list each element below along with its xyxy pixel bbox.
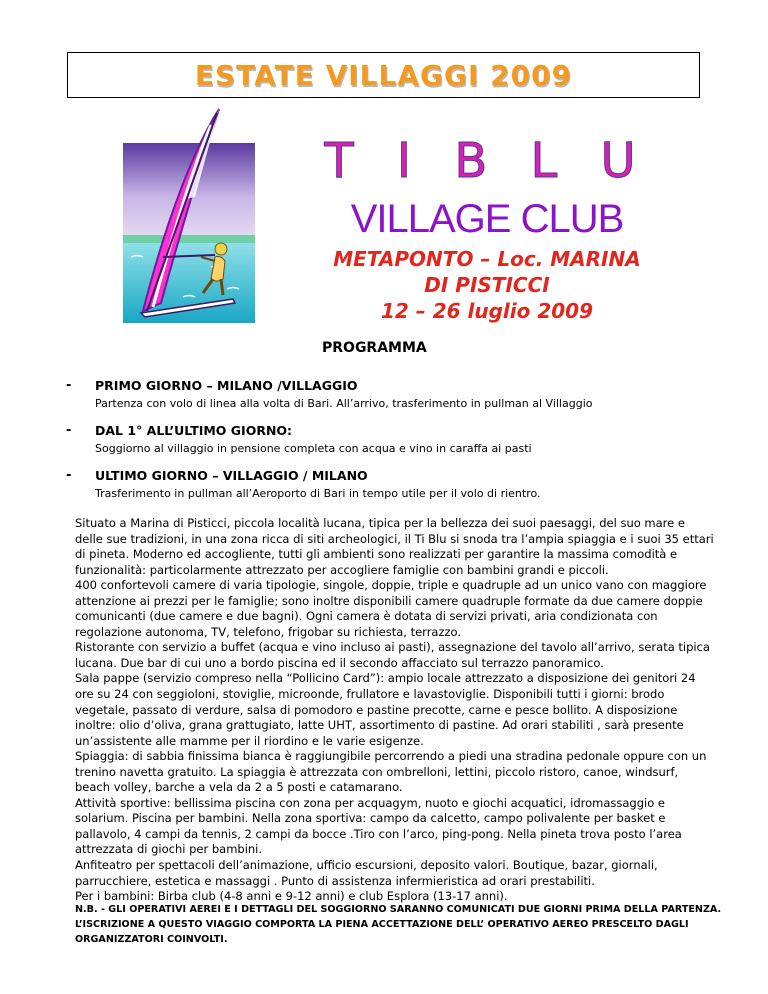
resort-subtitle: VILLAGE CLUB (350, 197, 624, 241)
travel-dates: 12 – 26 luglio 2009 (380, 299, 594, 323)
description-paragraph: Attività sportive: bellissima piscina con zona per acquagym, nuoto e giochi acquatici, idromassaggio e solarium. Piscina per bambini. Nella zona sportiva: campo da calcetto, campo polivalente per basket e pallavolo, 4 campi da tennis, 2 campi da bocce .Tiro con l’arco, ping-pong. Nella pineta trova posto l’area attrezzata di giochi per bambini. (75, 795, 682, 857)
resort-name: T I B L U (324, 133, 650, 189)
program-item-title: DAL 1° ALL’ULTIMO GIORNO: (95, 423, 293, 438)
bullet-dash: - (66, 378, 72, 393)
program-item-desc: Trasferimento in pullman all’Aeroporto di Bari in tempo utile per il volo di rientro. (95, 487, 541, 500)
location-line-1: METAPONTO – Loc. MARINA (333, 247, 641, 271)
banner-title: ESTATE VILLAGGI 2009 (194, 59, 573, 92)
bullet-dash: - (66, 468, 72, 483)
header-banner (67, 52, 700, 98)
description-paragraph: Per i bambini: Birba club (4-8 anni e 9-12 anni) e club Esplora (13-17 anni). (75, 889, 508, 904)
description-paragraph: Sala pappe (servizio compreso nella “Pollicino Card”): ampio locale attrezzato a disposizione dei genitori 24 ore su 24 con seggioloni, stoviglie, microonde, frullatore e lavastoviglie. Disponibili tutti i giorni: brodo vegetale, passato di verdure, salsa di pomodoro e pastine precotte, carne e pesce bollito. A disposizione inoltre: olio d’oliva, grana grattugiato, latte UHT, assortimento di pastine. Ad orari stabiliti , sarà presente un’assistente alle mamme per il riordino e le varie esigenze. (75, 671, 696, 748)
program-heading: PROGRAMMA (322, 340, 427, 356)
location-block (322, 246, 652, 324)
footnote: N.B. - GLI OPERATIVI AEREI E I DETTAGLI DEL SOGGIORNO SARANNO COMUNICATI DUE GIORNI PRIMA DELLA PARTENZA. L’ISCRIZIONE A QUESTO VIAGGIO COMPORTA LA PIENA ACCETTAZIONE DELL’ OPERATIVO AEREO PRESCELTO DAGLI ORGANIZZATORI COINVOLTI. (75, 904, 722, 945)
description-paragraph: Spiaggia: di sabbia finissima bianca è raggiungibile percorrendo a piedi una stradina pedonale oppure con un trenino navetta gratuito. La spiaggia è attrezzata con ombrelloni, lettini, piccolo ristoro, canoe, windsurf, beach volley, barche a vela da 2 a 5 posti e catamarano. (75, 749, 707, 795)
location-line-2: DI PISTICCI (424, 273, 550, 297)
program-item-desc: Soggiorno al villaggio in pensione completa con acqua e vino in caraffa ai pasti (95, 442, 532, 455)
description-paragraph: Anfiteatro per spettacoli dell’animazione, ufficio escursioni, deposito valori. Boutique, bazar, giornali, parrucchiere, estetica e massaggi . Punto di assistenza infermieristica ad orari prestabiliti. (75, 858, 658, 888)
bullet-dash: - (66, 423, 72, 438)
description-paragraph: Ristorante con servizio a buffet (acqua e vino incluso ai pasti), assegnazione del tavolo all’arrivo, serata tipica lucana. Due bar di cui uno a bordo piscina ed il secondo affacciato sul terrazzo panoramico. (75, 640, 710, 670)
description-paragraph: Situato a Marina di Pisticci, piccola località lucana, tipica per la bellezza dei suoi paesaggi, del suo mare e delle sue tradizioni, in una zona ricca di siti archeologici, il Ti Blu si snoda tra l’ampia spiaggia e i suoi 35 ettari di pineta. Moderno ed accogliente, tutti gli ambienti sono realizzati per garantire la massima comodità e funzionalità: particolarmente attrezzato per accogliere famiglie con bambini grandi e piccoli. (75, 516, 714, 577)
description-body (75, 516, 715, 905)
program-item-title: PRIMO GIORNO – MILANO /VILLAGGIO (95, 378, 358, 393)
windsurfer-illustration (123, 107, 255, 325)
description-paragraph: 400 confortevoli camere di varia tipologie, singole, doppie, triple e quadruple ad un unico vano con maggiore attenzione ai prezzi per le famiglie; sono inoltre disponibili camere quadruple formate da due camere doppie comunicanti (due camere e due bagni). Ogni camera è dotata di servizi privati, aria condizionata con regolazione autonoma, TV, telefono, frigobar su richiesta, terrazzo. (75, 578, 707, 639)
program-item-title: ULTIMO GIORNO – VILLAGGIO / MILANO (95, 468, 368, 483)
program-item-desc: Partenza con volo di linea alla volta di Bari. All’arrivo, trasferimento in pullman al Villaggio (95, 397, 593, 410)
